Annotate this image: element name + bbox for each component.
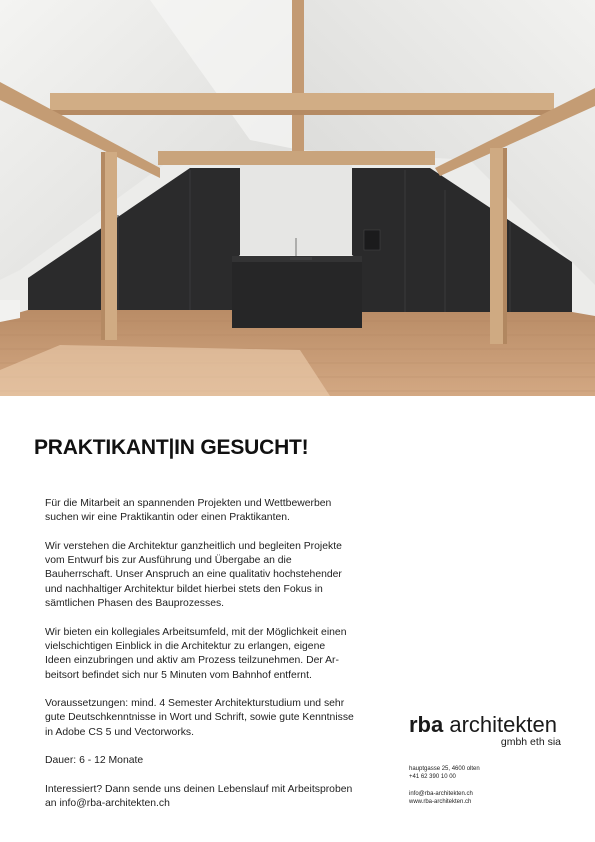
contact-address: hauptgasse 25, 4600 olten: [409, 766, 480, 772]
paragraph-requirements: Voraussetzungen: mind. 4 Semester Architekturstudium und sehr gute Deutschkenntnisse in Wort und Schrift, sowie gute Kenntnisse in Adobe CS 5 und Vectorworks.: [45, 698, 354, 738]
attic-interior-photo: [0, 0, 595, 396]
paragraph-philosophy: Wir verstehen die Architektur ganzheitlich und begleiten Projekte vom Entwurf bis zur Ausführung und Übergabe an die Bauherrschaft. Unser Anspruch an eine qualitativ hochstehender und nachhaltiger Architektur bildet hierbei stets den Fokus in sämtlichen Phasen des Bauprozesses.: [45, 540, 342, 610]
logo-tagline: gmbh eth sia: [500, 736, 561, 748]
logo-wordmark: [409, 713, 561, 737]
logo-name-light: architekten: [443, 712, 557, 737]
paragraph-intro: Für die Mitarbeit an spannenden Projekten und Wettbewerben suchen wir eine Praktikantin oder einen Praktikanten.: [45, 498, 332, 524]
contact-email[interactable]: info@rba-architekten.ch: [409, 791, 473, 797]
contact-address-block: [409, 765, 549, 781]
logo-name-bold: rba: [409, 712, 444, 737]
contact-phone[interactable]: +41 62 390 10 00: [409, 774, 456, 781]
hero-photo: [0, 0, 595, 396]
paragraph-offer: Wir bieten ein kollegiales Arbeitsumfeld, mit der Möglichkeit einen vielschichtigen Einblick in die Architektur zu erlangen, eigene Ideen einzubringen und aktiv am Prozess teilzunehmen. Der Ar- beitsort befindet sich nur 5 Minuten vom Bahnhof entfernt.: [45, 626, 347, 681]
contact-online-block: [409, 790, 549, 806]
contact-website[interactable]: www.rba-architekten.ch: [409, 799, 472, 806]
paragraph-duration: Dauer: 6 - 12 Monate: [45, 755, 144, 767]
page-title: PRAKTIKANT|IN GESUCHT!: [34, 436, 309, 459]
paragraph-contact-call: Interessiert? Dann sende uns deinen Lebenslauf mit Arbeitsproben an info@rba-architekten.ch: [45, 783, 353, 810]
job-description: [45, 497, 375, 826]
company-logo: [409, 713, 561, 748]
